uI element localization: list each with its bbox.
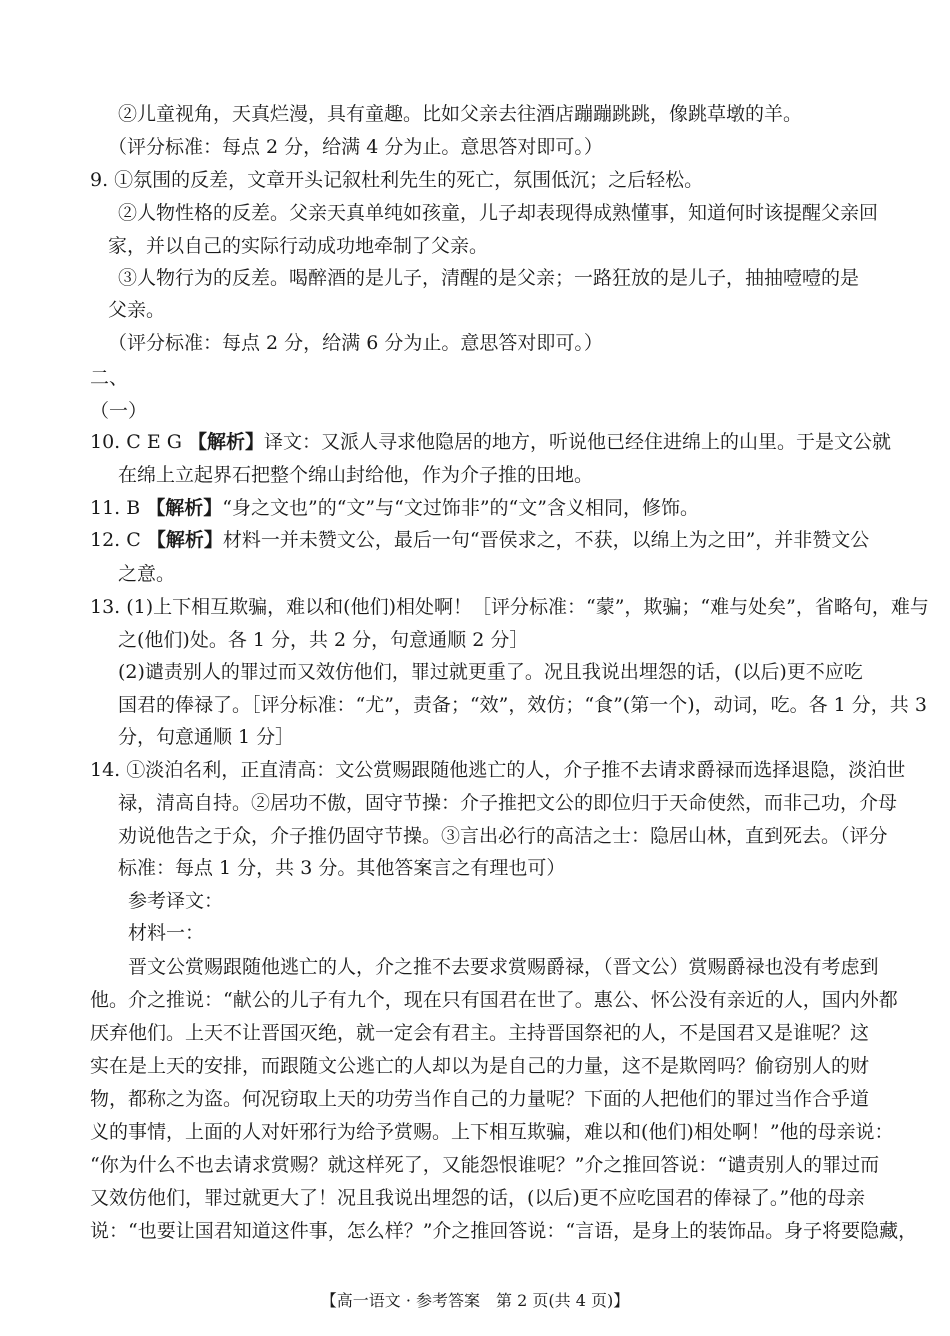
text-line: 禄，清高自持。②居功不傲，固守节操：介子推把文公的即位归于天命使然，而非己功，介母: [118, 792, 898, 814]
text-line: 说：“也要让国君知道这件事，怎么样？”介之推回答说：“言语，是身上的装饰品。身子将要隐藏，: [90, 1220, 918, 1242]
text-line: “你为什么不也去请求赏赐？就这样死了，又能怨恨谁呢？”介之推回答说：“谴责别人的罪过而: [90, 1154, 880, 1176]
analysis-marker: 【解析】: [146, 497, 223, 519]
analysis-marker: 【解析】: [146, 529, 223, 551]
text-line: 二、: [90, 367, 129, 389]
text-line: 义的事情，上面的人对奸邪行为给予赏赐。上下相互欺骗，难以和(他们)相处啊！”他的母亲说：: [90, 1121, 894, 1143]
page-footer: 【高一语文 · 参考答案 第 2 页(共 4 页)】: [320, 1291, 630, 1310]
text-line: 12. C 【解析】材料一并未赞文公，最后一句“晋侯求之，不获，以绵上为之田”，并非赞文公: [90, 529, 870, 551]
text-line: 国君的俸禄了。［评分标准：“尤”，责备；“效”，效仿；“食”(第一个)，动词，吃。各 1 分，共 3: [118, 694, 927, 716]
text-line: 标准：每点 1 分，共 3 分。其他答案言之有理也可）: [118, 857, 566, 879]
text-line: 11. B 【解析】“身之文也”的“文”与“文过饰非”的“文”含义相同，修饰。: [90, 497, 699, 519]
text-line: 物，都称之为盗。何况窃取上天的功劳当作自己的力量呢？下面的人把他们的罪过当作合乎道: [90, 1088, 870, 1110]
text-line: 9. ①氛围的反差，文章开头记叙杜利先生的死亡，氛围低沉；之后轻松。: [90, 169, 704, 191]
text-line: 参考译文：: [128, 890, 224, 912]
text-line: ③人物行为的反差。喝醉酒的是儿子，清醒的是父亲；一路狂放的是儿子，抽抽噎噎的是: [118, 267, 860, 289]
text-line: 他。介之推说：“献公的儿子有九个，现在只有国君在世了。惠公、怀公没有亲近的人，国内外都: [90, 989, 898, 1011]
text-line: 材料一：: [128, 922, 205, 944]
text-line: 父亲。: [108, 299, 166, 321]
text-line: （评分标准：每点 2 分，给满 4 分为止。意思答对即可。）: [108, 136, 603, 158]
text-line: 分，句意通顺 1 分］: [118, 726, 295, 748]
text-line: 实在是上天的安排，而跟随文公逃亡的人却以为是自己的力量，这不是欺罔吗？偷窃别人的财: [90, 1055, 870, 1077]
text-line: ②儿童视角，天真烂漫，具有童趣。比如父亲去往酒店蹦蹦跳跳，像跳草墩的羊。: [118, 103, 803, 125]
text-line: 晋文公赏赐跟随他逃亡的人，介之推不去要求赏赐爵禄，（晋文公）赏赐爵禄也没有考虑到: [128, 956, 879, 978]
text-line: ②人物性格的反差。父亲天真单纯如孩童，儿子却表现得成熟懂事，知道何时该提醒父亲回: [118, 202, 879, 224]
analysis-marker: 【解析】: [187, 431, 264, 453]
text-line: 家，并以自己的实际行动成功地牵制了父亲。: [108, 235, 489, 257]
text-line: 厌弃他们。上天不让晋国灭绝，就一定会有君主。主持晋国祭祀的人，不是国君又是谁呢？这: [90, 1022, 870, 1044]
text-line: 之意。: [118, 563, 176, 585]
text-line: 10. C E G 【解析】译文：又派人寻求他隐居的地方，听说他已经住进绵上的山里。于是文公就: [90, 431, 891, 453]
text-line: (2)谴责别人的罪过而又效仿他们，罪过就更重了。况且我说出埋怨的话，(以后)更不应吃: [118, 661, 863, 683]
text-line: （评分标准：每点 2 分，给满 6 分为止。意思答对即可。）: [108, 332, 603, 354]
text-line: 又效仿他们，罪过就更大了！况且我说出埋怨的话，(以后)更不应吃国君的俸禄了。”他的母亲: [90, 1187, 866, 1209]
text-line: 13. (1)上下相互欺骗，难以和(他们)相处啊！［评分标准：“蒙”，欺骗；“难与处矣”，省略句，难与: [90, 596, 929, 618]
text-line: 14. ①淡泊名利，正直清高：文公赏赐跟随他逃亡的人，介子推不去请求爵禄而选择退隐，淡泊世: [90, 759, 906, 781]
text-line: （一）: [90, 400, 148, 422]
text-line: 劝说他告之于众，介子推仍固守节操。③言出必行的高洁之士：隐居山林，直到死去。（评分: [118, 825, 888, 847]
text-line: 在绵上立起界石把整个绵山封给他，作为介子推的田地。: [118, 464, 594, 486]
text-line: 之(他们)处。各 1 分，共 2 分，句意通顺 2 分］: [118, 629, 529, 651]
